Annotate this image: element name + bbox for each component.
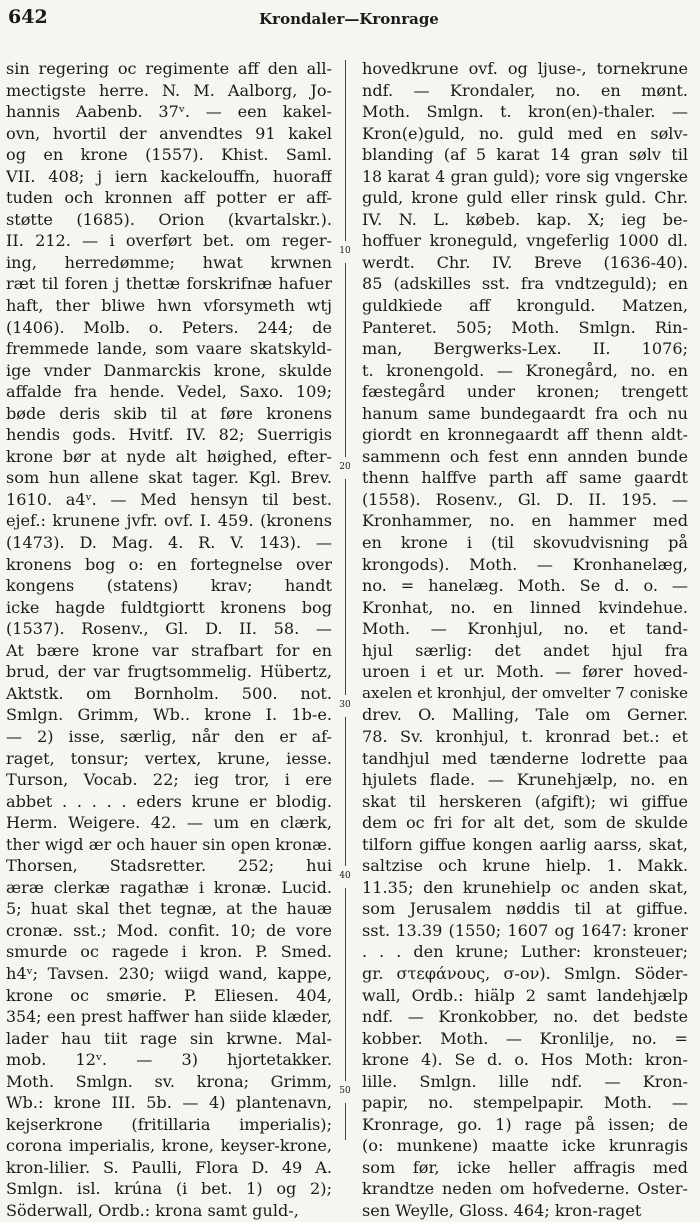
text-line: lille. Smlgn. lille ndf. — Kron-: [362, 1071, 688, 1091]
text-line: ejef.: krunene jvfr. ovf. I. 459. (kronens: [6, 511, 332, 531]
text-line: sammenn och fest enn annden bunde: [362, 446, 688, 466]
text-line: Herm. Weigere. 42. — um en clærk,: [6, 813, 332, 833]
text-line: ndf. — Kronkobber, no. det bedste: [362, 1007, 688, 1027]
text-line: krone oc smørie. P. Eliesen. 404,: [6, 985, 332, 1005]
text-line: II. 212. — i overført bet. om reger-: [6, 231, 332, 251]
text-line: At bære krone var strafbart for en: [6, 640, 332, 660]
text-line: (1558). Rosenv., Gl. D. II. 195. —: [362, 489, 688, 509]
text-line: lader hau tiit rage sin krwne. Mal-: [6, 1028, 332, 1048]
text-line: hjul særlig: det andet hjul fra: [362, 640, 688, 660]
text-line: Smlgn. Grimm, Wb.. krone I. 1b-e.: [6, 705, 332, 725]
text-line: brud, der var frugtsommelig. Hübertz,: [6, 662, 332, 682]
text-line: sin regering oc regimente aff den all-: [6, 59, 332, 78]
text-line: axelen et kronhjul, der omvelter 7 coniske: [362, 683, 688, 702]
text-line: Smlgn. isl. krúna (i bet. 1) og 2);: [6, 1179, 332, 1199]
text-line: wall, Ordb.: hiälp 2 samt landehjælp: [362, 985, 688, 1005]
text-line: og en krone (1557). Khist. Saml.: [6, 145, 332, 165]
page-header: [8, 4, 690, 38]
text-line: mob. 12ᵛ. — 3) hjortetakker.: [6, 1050, 332, 1070]
text-line: tilforn giffue kongen aarlig aarss, skat,: [362, 834, 688, 854]
text-line: kobber. Moth. — Kronlilje, no. =: [362, 1028, 688, 1048]
text-line: tuden och kronnen aff potter er aff-: [6, 188, 332, 208]
text-line: dem oc fri for alt det, som de skulde: [362, 813, 688, 833]
text-line: hovedkrune ovf. og ljuse-, tornekrune: [362, 59, 688, 78]
text-line: en krone i (til skovudvisning på: [362, 533, 688, 553]
text-line: (1406). Molb. o. Peters. 244; de: [6, 317, 332, 337]
text-line: guldkiede aff kronguld. Matzen,: [362, 296, 688, 316]
text-line: . . . den krune; Luther: kronsteuer;: [362, 942, 688, 962]
text-line: hjulets flade. — Krunehjælp, no. en: [362, 770, 688, 790]
text-line: krone 4). Se d. o. Hos Moth: kron-: [362, 1050, 688, 1070]
text-line: (1537). Rosenv., Gl. D. II. 58. —: [6, 619, 332, 639]
text-line: Söderwall, Ordb.: krona samt guld-,: [6, 1200, 299, 1220]
text-line: (1473). D. Mag. 4. R. V. 143). —: [6, 533, 332, 553]
text-line: Moth. — Kronhjul, no. et tand-: [362, 619, 688, 639]
text-line: kron-lilier. S. Paulli, Flora D. 49 A.: [6, 1157, 332, 1177]
text-line: Panteret. 505; Moth. Smlgn. Rin-: [362, 317, 688, 337]
text-line: ræt til foren j thettæ forskrifnæ hafuer: [6, 274, 332, 294]
text-line: (o: munkene) maatte icke krunragis: [362, 1136, 688, 1156]
text-line: 18 karat 4 gran guld); vore sig vngerske: [362, 166, 688, 186]
text-line: Kronhat, no. en linned kvindehue.: [362, 597, 688, 617]
line-marker: 30: [337, 695, 353, 717]
text-line: hannis Aabenb. 37ᵛ. — een kakel-: [6, 102, 332, 122]
text-line: 5; huat skal thet tegnæ, at the hauæ: [6, 899, 332, 919]
text-line: — 2) isse, særlig, når den er af-: [6, 726, 332, 746]
text-line: Kronhammer, no. en hammer med: [362, 511, 688, 531]
text-line: giordt en kronnegaardt aff thenn aldt-: [362, 425, 688, 445]
text-line: kronens bog o: en fortegnelse over: [6, 554, 332, 574]
text-line: hoffuer kroneguld, vngeferlig 1000 dl.: [362, 231, 688, 251]
text-line: corona imperialis, krone, keyser-krone,: [6, 1136, 332, 1156]
running-title: Krondaler—Kronrage: [259, 10, 439, 28]
text-line: ing, herredømme; hwat krwnen: [6, 252, 332, 272]
text-line: skat til herskeren (afgift); wi giffue: [362, 791, 688, 811]
text-line: cronæ. sst.; Mod. confit. 10; de vore: [6, 920, 332, 940]
text-line: guld, krone guld eller rinsk guld. Chr.: [362, 188, 688, 208]
text-line: man, Bergwerks-Lex. II. 1076;: [362, 339, 688, 359]
text-line: sen Weylle, Gloss. 464; kron-raget: [362, 1200, 642, 1220]
text-line: ther wigd ær och hauer sin open kronæ.: [6, 834, 332, 854]
text-line: kongens (statens) krav; handt: [6, 576, 332, 596]
text-line: icke hagde fuldtgiortt kronens bog: [6, 597, 332, 617]
text-line: 11.35; den krunehielp oc anden skat,: [362, 877, 688, 897]
text-line: Moth. Smlgn. sv. krona; Grimm,: [6, 1071, 332, 1091]
text-line: krandtze neden om hofvederne. Oster-: [362, 1179, 688, 1199]
text-line: som hun allene skat tager. Kgl. Brev.: [6, 468, 332, 488]
text-line: krone bør at nyde alt høighed, efter-: [6, 446, 332, 466]
text-line: hendis gods. Hvitf. IV. 82; Suerrigis: [6, 425, 332, 445]
text-line: drev. O. Malling, Tale om Gerner.: [362, 705, 688, 725]
text-line: Kronrage, go. 1) rage på issen; de: [362, 1114, 688, 1134]
text-line: affalde fra hende. Vedel, Saxo. 109;: [6, 382, 332, 402]
text-line: no. = hanelæg. Moth. Se d. o. —: [362, 576, 688, 596]
text-line: Aktstk. om Bornholm. 500. not.: [6, 683, 332, 703]
text-line: smurde oc ragede i kron. P. Smed.: [6, 942, 332, 962]
text-line: krongods). Moth. — Kronhanelæg,: [362, 554, 688, 574]
text-line: støtte (1685). Orion (kvartalskr.).: [6, 209, 332, 229]
text-line: Kron(e)guld, no. guld med en sølv-: [362, 123, 688, 143]
left-column: [6, 58, 332, 1222]
text-line: blanding (af 5 karat 14 gran sølv til: [362, 145, 688, 165]
text-line: hanum same bundegaardt fra och nu: [362, 403, 688, 423]
text-line: ndf. — Krondaler, no. en mønt.: [362, 80, 688, 100]
text-line: VII. 408; j iern kackelouffn, huoraff: [6, 166, 332, 186]
text-line: fæstegård under kronen; trengett: [362, 382, 688, 402]
text-line: sst. 13.39 (1550; 1607 og 1647: kroner: [362, 920, 688, 940]
text-line: æræ clerkæ ragathæ i kronæ. Lucid.: [6, 877, 332, 897]
text-line: ovn, hvortil der anvendtes 91 kakel: [6, 123, 332, 143]
text-line: raget, tonsur; vertex, krune, iesse.: [6, 748, 332, 768]
text-line: bøde deris skib til at føre kronens: [6, 403, 332, 423]
text-line: gr. στεφάνους, σ-ον). Smlgn. Söder-: [362, 963, 688, 983]
text-line: 78. Sv. kronhjul, t. kronrad bet.: et: [362, 726, 688, 746]
line-marker: 20: [337, 457, 353, 479]
text-line: 85 (adskilles sst. fra vndtzeguld); en: [362, 274, 688, 294]
text-line: haft, ther bliwe hwn vforsymeth wtj: [6, 296, 332, 316]
page-number: 642: [8, 6, 48, 28]
text-line: tandhjul med tænderne lodrette paa: [362, 748, 688, 768]
text-line: mectigste herre. N. M. Aalborg, Jo-: [6, 80, 332, 100]
text-line: kejserkrone (fritillaria imperialis);: [6, 1114, 332, 1134]
text-line: som før, icke heller affragis med: [362, 1157, 688, 1177]
text-line: 354; een prest haffwer han siide klæder,: [6, 1007, 332, 1027]
line-marker: 10: [337, 241, 353, 263]
text-line: uroen i et ur. Moth. — fører hoved-: [362, 662, 688, 682]
text-line: fremmede lande, som vaare skatskyld-: [6, 339, 332, 359]
line-marker: 40: [337, 866, 353, 888]
text-line: werdt. Chr. IV. Breve (1636-40).: [362, 252, 688, 272]
text-line: IV. N. L. købeb. kap. X; ieg be-: [362, 209, 688, 229]
text-line: 1610. a4ᵛ. — Med hensyn til best.: [6, 489, 332, 509]
text-line: papir, no. stempelpapir. Moth. —: [362, 1093, 688, 1113]
text-line: h4ᵛ; Tavsen. 230; wiigd wand, kappe,: [6, 963, 332, 983]
text-line: Turson, Vocab. 22; ieg tror, i ere: [6, 770, 332, 790]
text-line: ige vnder Danmarckis krone, skulde: [6, 360, 332, 380]
right-column: [362, 58, 688, 1222]
line-marker: 50: [337, 1081, 353, 1103]
text-line: t. kronengold. — Kronegård, no. en: [362, 360, 688, 380]
text-line: thenn halffve parth aff same gaardt: [362, 468, 688, 488]
text-line: som Jerusalem nøddis til at giffue.: [362, 899, 688, 919]
text-line: abbet . . . . . eders krune er blodig.: [6, 791, 332, 811]
text-line: Moth. Smlgn. t. kron(en)-thaler. —: [362, 102, 688, 122]
text-line: saltzise och krune hielp. 1. Makk.: [362, 856, 688, 876]
text-line: Wb.: krone III. 5b. — 4) plantenavn,: [6, 1093, 332, 1113]
column-divider: [345, 60, 346, 1140]
text-line: Thorsen, Stadsretter. 252; hui: [6, 856, 332, 876]
